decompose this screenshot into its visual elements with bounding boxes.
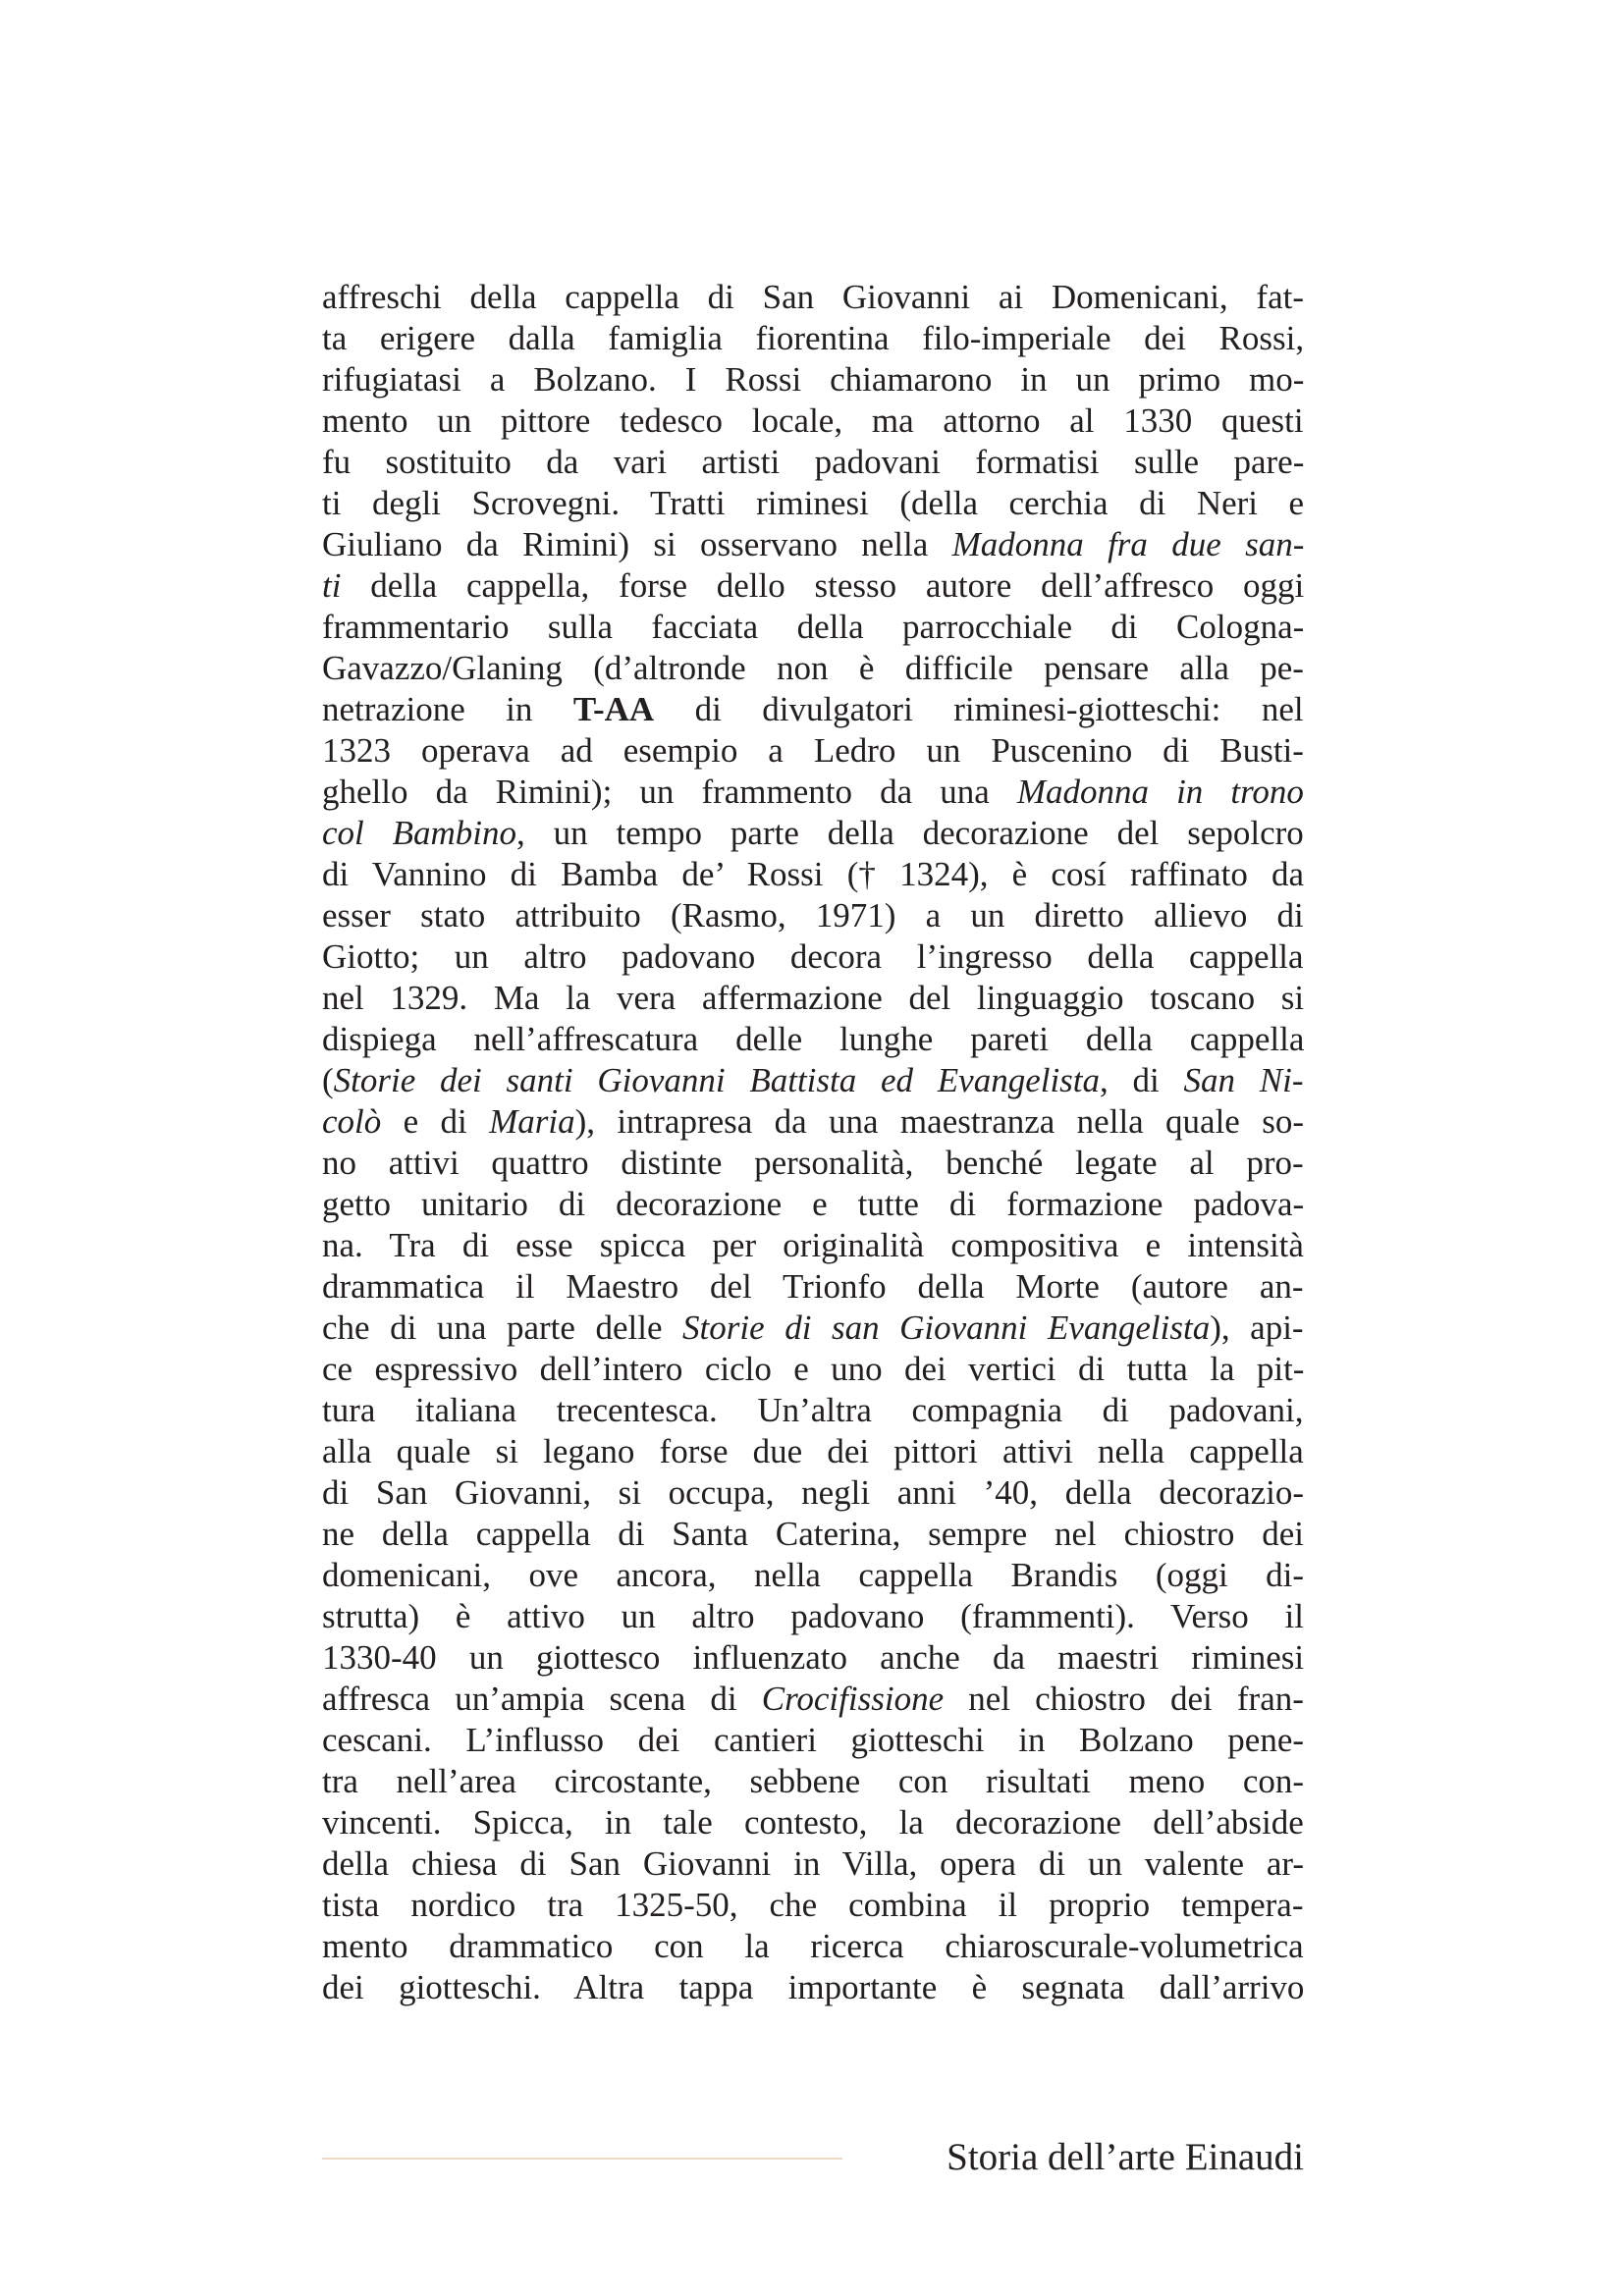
text-segment: dispiega nell’affrescatura delle lunghe pareti della cappella (322, 1020, 1305, 1058)
text-line (322, 1885, 1304, 1926)
text-segment: netrazione in (322, 690, 573, 728)
text-segment: affresca un’ampia scena di (322, 1680, 762, 1718)
text-segment: ti degli Scrovegni. Tratti riminesi (della cerchia di Neri e (322, 484, 1305, 522)
text-segment: tura italiana trecentesca. Un’altra compagnia di padovani, (322, 1391, 1304, 1429)
text-segment: ne della cappella di Santa Caterina, sempre nel chiostro dei (322, 1515, 1305, 1553)
text-line (322, 1843, 1304, 1885)
text-segment: ( (322, 1061, 334, 1099)
text-segment: di divulgatori riminesi-giotteschi: nel (654, 690, 1304, 728)
text-line (322, 1184, 1304, 1225)
italic-text: Madonna in trono (1016, 773, 1304, 811)
text-segment: fu sostituito da vari artisti padovani formatisi sulle pare- (322, 443, 1305, 481)
text-line (322, 772, 1304, 813)
text-line (322, 1390, 1304, 1431)
text-segment: frammentario sulla facciata della parrocchiale di Cologna- (322, 608, 1305, 646)
text-line (322, 1266, 1304, 1308)
text-segment: mento un pittore tedesco locale, ma attorno al 1330 questi (322, 401, 1304, 440)
text-segment: Gavazzo/Glaning (d’altronde non è difficile pensare alla pe- (322, 649, 1304, 687)
text-line (322, 1349, 1304, 1390)
text-line (322, 1637, 1304, 1679)
text-line (322, 1514, 1304, 1555)
italic-text: col Bambino (322, 814, 517, 852)
text-segment: getto unitario di decorazione e tutte di formazione padova- (322, 1185, 1305, 1223)
bold-text: T-AA (572, 690, 655, 728)
text-segment: che di una parte delle (322, 1308, 683, 1347)
body-text (322, 277, 1304, 2008)
italic-text: Storie di san Giovanni Evangelista (682, 1308, 1211, 1347)
text-segment: esser stato attribuito (Rasmo, 1971) a un diretto allievo di (322, 896, 1304, 934)
page-footer (322, 2130, 1304, 2185)
footer-title: Storia dell’arte Einaudi (947, 2136, 1304, 2178)
text-segment: , un tempo parte della decorazione del sepolcro (516, 814, 1304, 852)
italic-text: Crocifissione (761, 1680, 945, 1718)
text-segment: 1323 operava ad esempio a Ledro un Puscenino di Busti- (322, 731, 1304, 770)
italic-text: Storie dei santi Giovanni Battista ed Evangelista (333, 1061, 1101, 1099)
italic-text: Madonna fra due san- (951, 525, 1305, 563)
text-line (322, 1308, 1304, 1349)
text-line (322, 524, 1304, 565)
text-segment: strutta) è attivo un altro padovano (frammenti). Verso il (322, 1597, 1304, 1635)
italic-text: San Ni- (1183, 1061, 1304, 1099)
text-line (322, 1720, 1304, 1761)
text-line (322, 1802, 1304, 1843)
text-line (322, 813, 1304, 854)
text-segment: no attivi quattro distinte personalità, benché legate al pro- (322, 1144, 1304, 1182)
italic-text: colò (322, 1102, 382, 1141)
text-segment: , di (1100, 1061, 1184, 1099)
text-segment: na. Tra di esse spicca per originalità compositiva e intensità (322, 1226, 1304, 1264)
text-segment: ghello da Rimini); un frammento da una (322, 773, 1017, 811)
text-line (322, 854, 1304, 895)
text-line (322, 1431, 1304, 1472)
text-segment: affreschi della cappella di San Giovanni ai Domenicani, fat- (322, 278, 1304, 316)
text-segment: vincenti. Spicca, in tale contesto, la decorazione dell’abside (322, 1803, 1304, 1842)
text-segment: domenicani, ove ancora, nella cappella Brandis (oggi di- (322, 1556, 1305, 1594)
text-line (322, 607, 1304, 648)
text-segment: drammatica il Maestro del Trionfo della Morte (autore an- (322, 1267, 1304, 1306)
text-segment: di Vannino di Bamba de’ Rossi († 1324), è cosí raffinato da (322, 855, 1305, 893)
text-line (322, 936, 1304, 978)
text-segment: cescani. L’influsso dei cantieri giotteschi in Bolzano pene- (322, 1721, 1305, 1759)
text-line (322, 1926, 1304, 1967)
italic-text: ti (322, 566, 342, 605)
text-line (322, 1679, 1304, 1720)
text-segment: dei giotteschi. Altra tappa importante è segnata dall’arrivo (322, 1968, 1305, 2006)
text-line (322, 1472, 1304, 1514)
text-line (322, 483, 1304, 524)
text-line (322, 689, 1304, 730)
text-segment: Giotto; un altro padovano decora l’ingresso della cappella (322, 937, 1304, 976)
text-line (322, 978, 1304, 1019)
text-line (322, 730, 1304, 772)
text-line (322, 1967, 1304, 2008)
text-line (322, 1596, 1304, 1637)
text-segment: della cappella, forse dello stesso autore dell’affresco oggi (341, 566, 1305, 605)
text-segment: ce espressivo dell’intero ciclo e uno dei vertici di tutta la pit- (322, 1350, 1305, 1388)
italic-text: Maria (489, 1102, 575, 1141)
text-line (322, 1225, 1304, 1266)
footer-rule (322, 2158, 842, 2160)
text-segment: alla quale si legano forse due dei pittori attivi nella cappella (322, 1432, 1304, 1470)
text-segment: ), api- (1210, 1308, 1304, 1347)
text-line (322, 1101, 1304, 1143)
text-line (322, 318, 1304, 359)
text-segment: mento drammatico con la ricerca chiaroscurale-volumetrica (322, 1927, 1304, 1965)
text-segment: tra nell’area circostante, sebbene con risultati meno con- (322, 1762, 1305, 1800)
text-line (322, 565, 1304, 607)
text-line (322, 1143, 1304, 1184)
text-line (322, 277, 1304, 318)
text-segment: e di (381, 1102, 490, 1141)
text-segment: nel chiostro dei fran- (944, 1680, 1304, 1718)
text-segment: della chiesa di San Giovanni in Villa, opera di un valente ar- (322, 1844, 1305, 1883)
text-line (322, 400, 1304, 442)
text-segment: nel 1329. Ma la vera affermazione del linguaggio toscano si (322, 979, 1305, 1017)
text-line (322, 1555, 1304, 1596)
text-segment: ta erigere dalla famiglia fiorentina filo-imperiale dei Rossi, (322, 319, 1305, 357)
text-segment: di San Giovanni, si occupa, negli anni ’40, della decorazio- (322, 1473, 1305, 1512)
text-line (322, 442, 1304, 483)
text-segment: Giuliano da Rimini) si osservano nella (322, 525, 952, 563)
text-segment: rifugiatasi a Bolzano. I Rossi chiamarono in un primo mo- (322, 360, 1305, 399)
text-line (322, 1019, 1304, 1060)
text-segment: ), intrapresa da una maestranza nella quale so- (574, 1102, 1304, 1141)
text-line (322, 359, 1304, 400)
text-segment: 1330-40 un giottesco influenzato anche da maestri riminesi (322, 1638, 1305, 1677)
text-line (322, 648, 1304, 689)
text-line (322, 895, 1304, 936)
text-line (322, 1761, 1304, 1802)
text-segment: tista nordico tra 1325-50, che combina il proprio tempera- (322, 1886, 1304, 1924)
text-line (322, 1060, 1304, 1101)
